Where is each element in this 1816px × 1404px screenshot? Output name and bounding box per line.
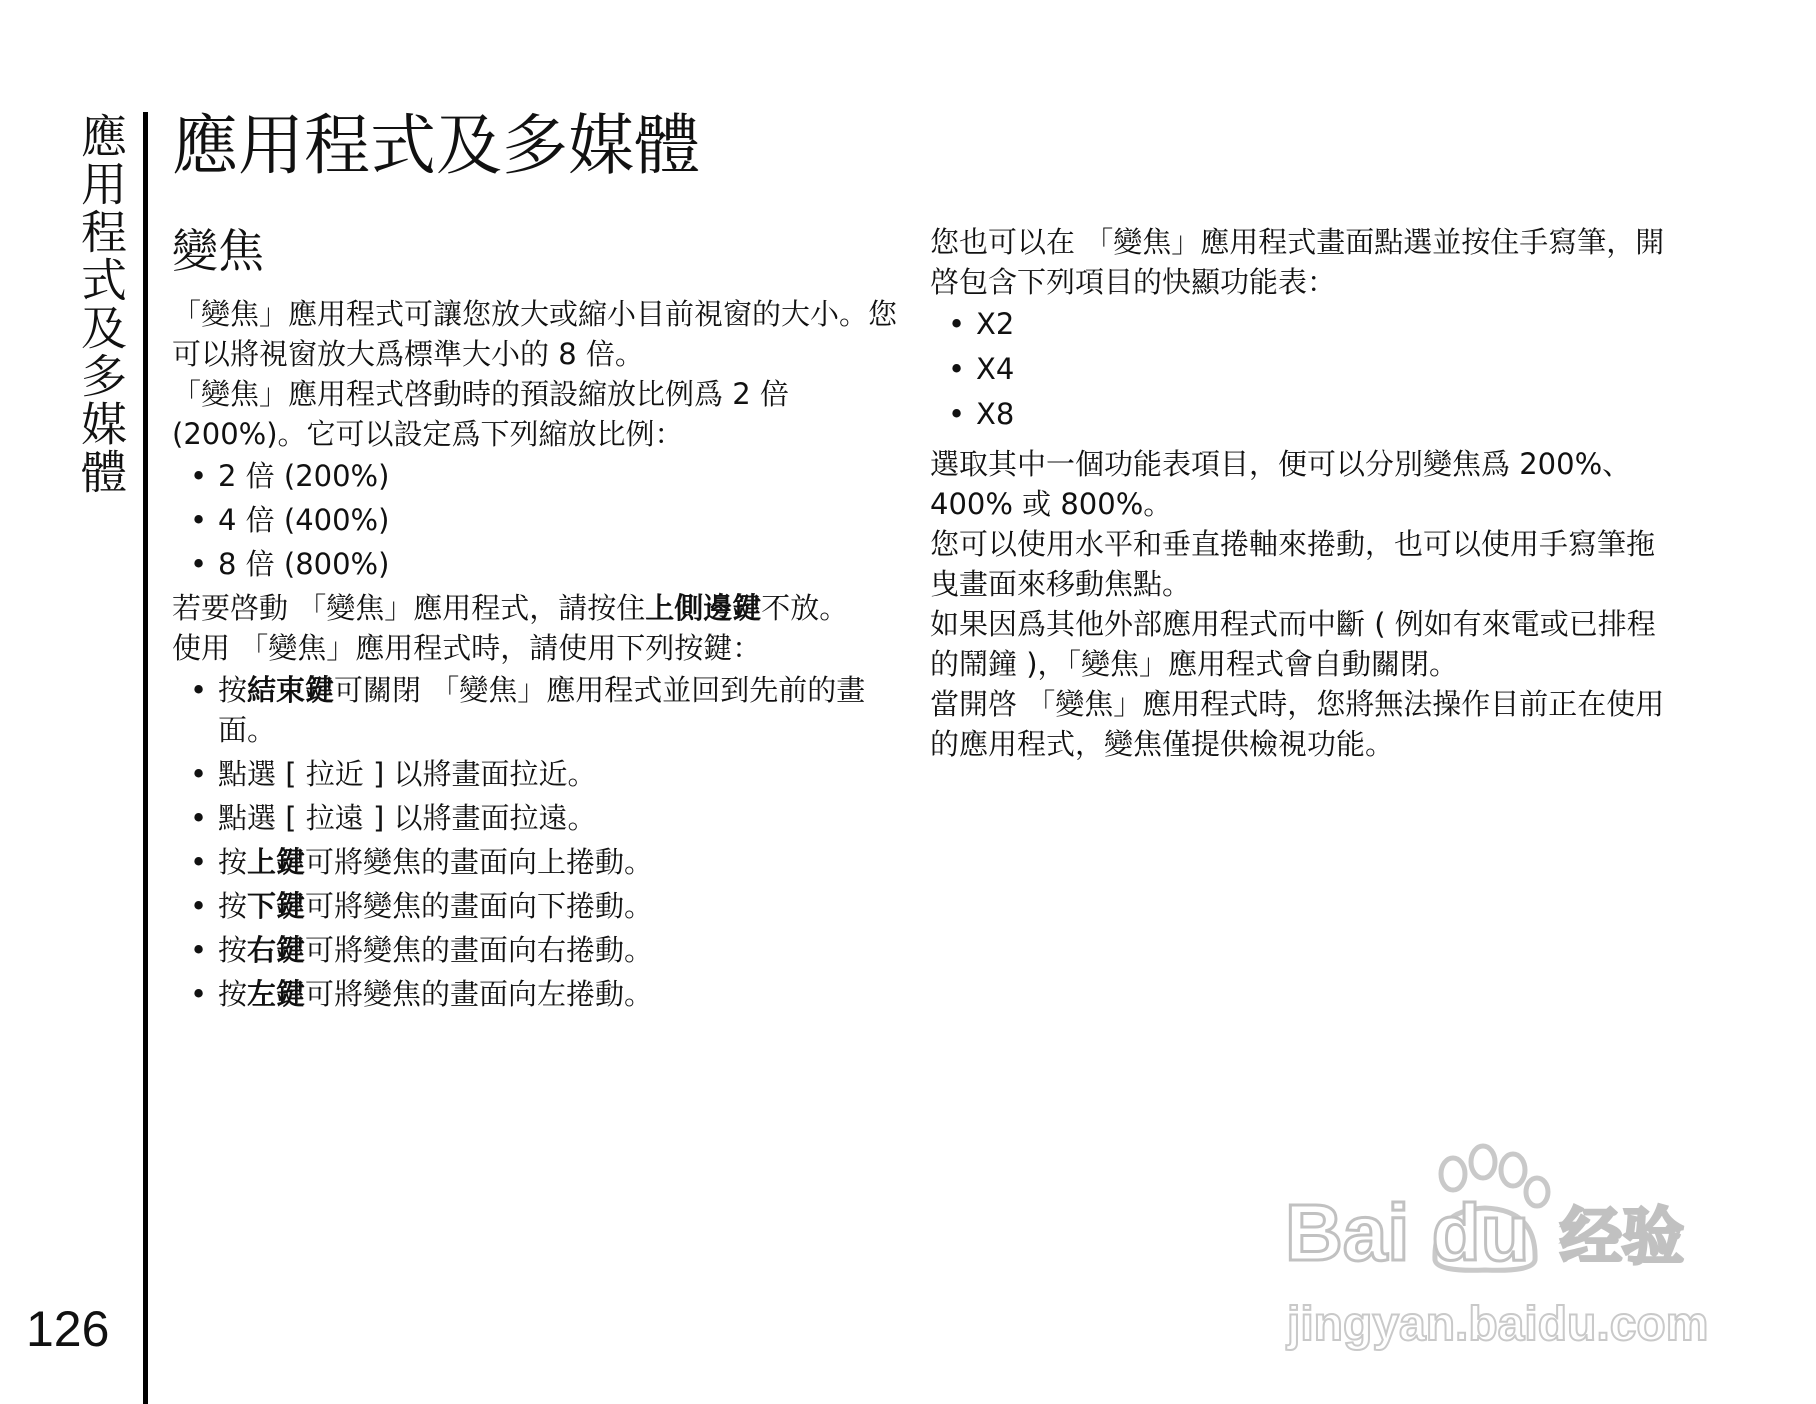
- section-heading: 變焦: [172, 224, 264, 278]
- bullet-icon: •: [190, 845, 208, 879]
- list-item: • 按結束鍵可關閉 「變焦」應用程式並回到先前的畫面。: [172, 670, 912, 750]
- watermark-brand-cn: 经验: [1560, 1200, 1685, 1273]
- list-item: • 4 倍 (400%): [172, 500, 912, 540]
- key-name: 上側邊鍵: [645, 591, 762, 625]
- page-number: 126: [26, 1301, 110, 1357]
- watermark-brand: Bai du: [1285, 1188, 1530, 1277]
- bullet-icon: •: [190, 801, 208, 835]
- list-item: • 按下鍵可將變焦的畫面向下捲動。: [172, 886, 912, 926]
- right-column: [930, 222, 1670, 764]
- page-title: 應用程式及多媒體: [172, 107, 700, 184]
- list-item: • X2: [930, 304, 1670, 344]
- list-item: • 點選 [ 拉遠 ] 以將畫面拉遠。: [172, 798, 912, 838]
- list-item: • 按上鍵可將變焦的畫面向上捲動。: [172, 842, 912, 882]
- watermark-url: jingyan.baidu.com: [1287, 1298, 1709, 1351]
- list-item: • X8: [930, 394, 1670, 434]
- list-item: • 2 倍 (200%): [172, 456, 912, 496]
- key-name: 右鍵: [247, 933, 306, 967]
- vertical-divider: [143, 112, 148, 1404]
- list-item: • 按右鍵可將變焦的畫面向右捲動。: [172, 930, 912, 970]
- bullet-icon: •: [190, 503, 208, 537]
- menu-select-paragraph: 選取其中一個功能表項目，便可以分別變焦爲 200%、400% 或 800%。: [930, 447, 1632, 521]
- popup-menu-list: [930, 304, 1670, 434]
- bullet-icon: •: [190, 673, 208, 707]
- list-item: • 點選 [ 拉近 ] 以將畫面拉近。: [172, 754, 912, 794]
- bullet-icon: •: [190, 547, 208, 581]
- bullet-icon: •: [190, 933, 208, 967]
- launch-instruction: 若要啓動 「變焦」應用程式，請按住上側邊鍵不放。: [172, 591, 849, 625]
- keys-intro: 使用 「變焦」應用程式時，請使用下列按鍵：: [172, 631, 762, 665]
- list-item: • 8 倍 (800%): [172, 544, 912, 584]
- bullet-icon: •: [190, 889, 208, 923]
- interrupt-paragraph: 如果因爲其他外部應用程式而中斷 ( 例如有來電或已排程的鬧鐘 )，「變焦」應用程式會自動關閉。: [930, 607, 1656, 681]
- key-name: 下鍵: [247, 889, 306, 923]
- intro-paragraph: 「變焦」應用程式可讓您放大或縮小目前視窗的大小。您可以將視窗放大爲標準大小的 8 倍。: [172, 297, 898, 371]
- bullet-icon: •: [190, 757, 208, 791]
- zoom-level-list: [172, 456, 912, 584]
- key-list: [172, 670, 912, 1014]
- menu-intro: 您也可以在 「變焦」應用程式畫面點選並按住手寫筆，開啓包含下列項目的快顯功能表：: [930, 225, 1665, 299]
- default-zoom-paragraph: 「變焦」應用程式啓動時的預設縮放比例爲 2 倍 (200%)。它可以設定爲下列縮放比例：: [172, 377, 789, 451]
- bullet-icon: •: [948, 307, 966, 341]
- bullet-icon: •: [948, 352, 966, 386]
- bullet-icon: •: [948, 397, 966, 431]
- list-item: • X4: [930, 349, 1670, 389]
- view-only-paragraph: 當開啓 「變焦」應用程式時，您將無法操作目前正在使用的應用程式，變焦僅提供檢視功能。: [930, 687, 1665, 761]
- bullet-icon: •: [190, 459, 208, 493]
- key-name: 左鍵: [247, 977, 306, 1011]
- left-column: [172, 222, 912, 1018]
- list-item: • 按左鍵可將變焦的畫面向左捲動。: [172, 974, 912, 1014]
- key-name: 結束鍵: [247, 673, 335, 707]
- bullet-icon: •: [190, 977, 208, 1011]
- scroll-paragraph: 您可以使用水平和垂直捲軸來捲動，也可以使用手寫筆拖曳畫面來移動焦點。: [930, 527, 1656, 601]
- baidu-jingyan-watermark: [1285, 1140, 1725, 1360]
- side-section-title: 應用程式及多媒體: [74, 112, 128, 496]
- key-name: 上鍵: [247, 845, 306, 879]
